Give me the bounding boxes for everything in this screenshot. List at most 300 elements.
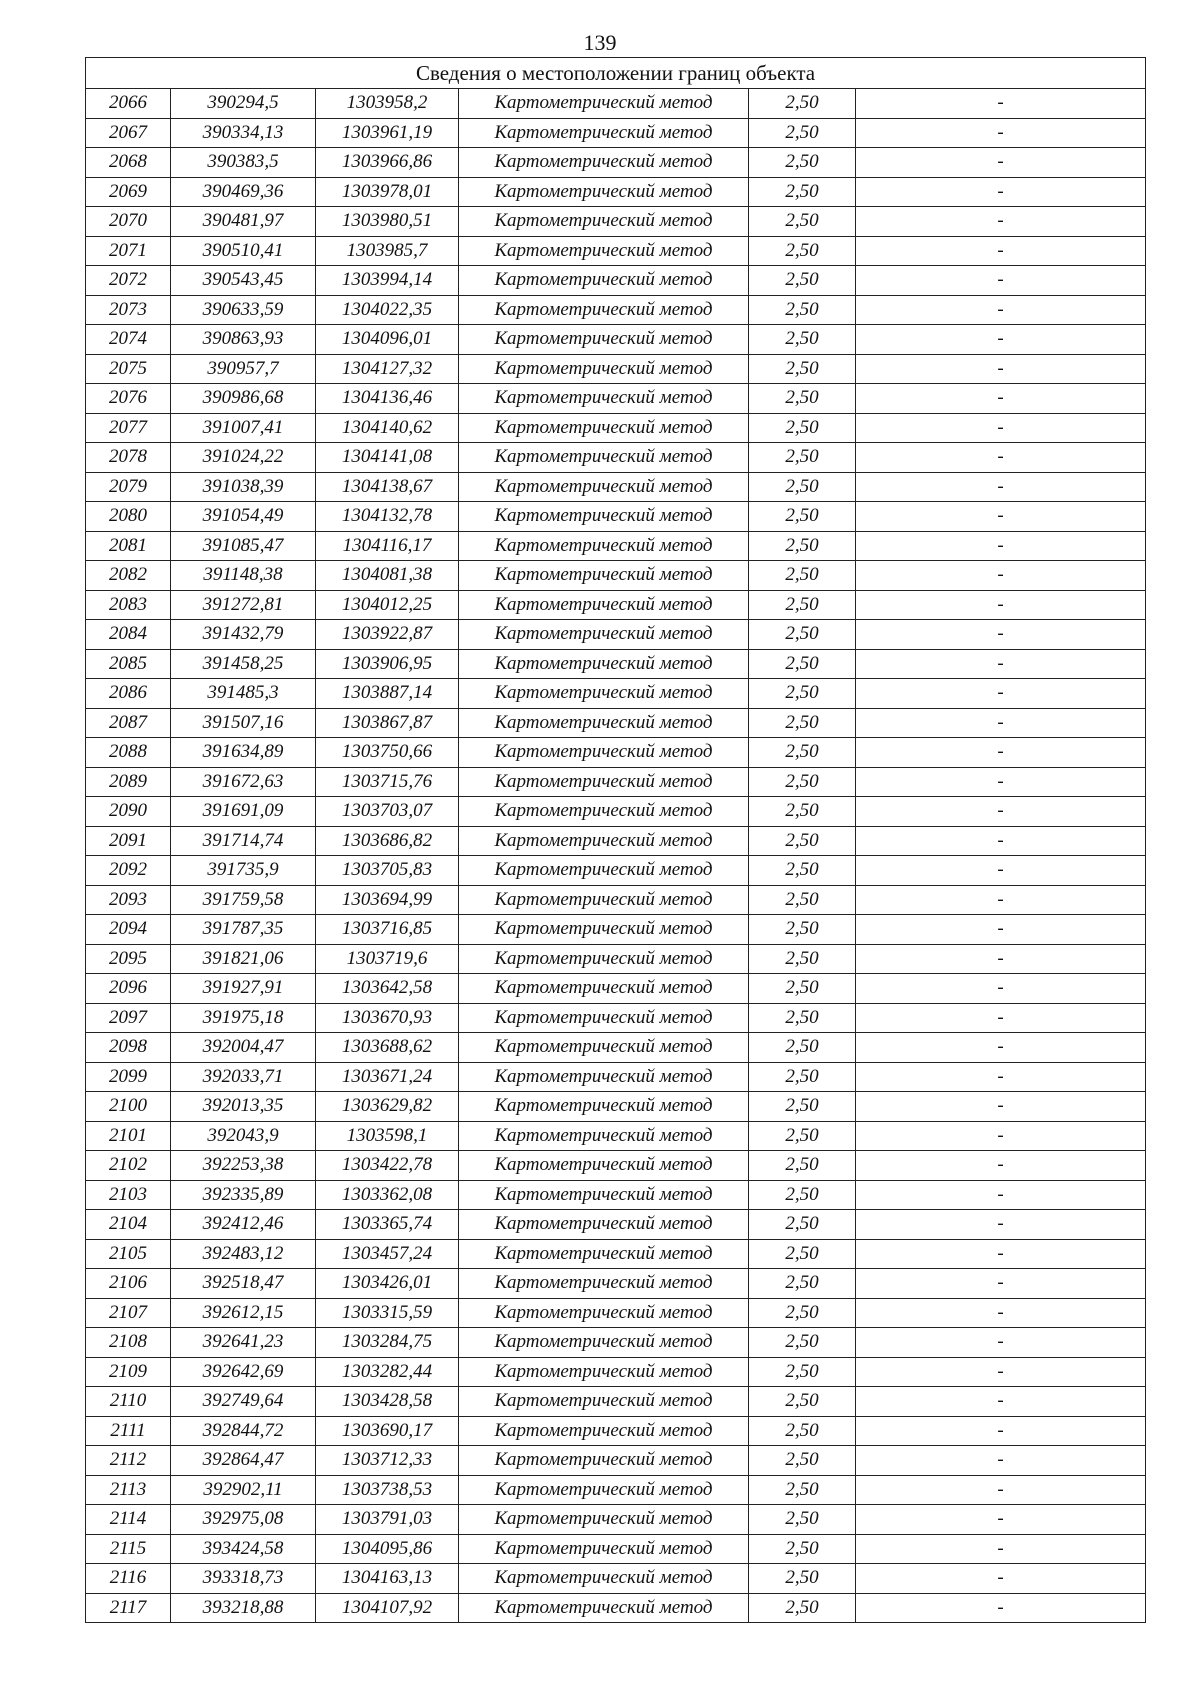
description-cell: -	[856, 944, 1146, 974]
table-row	[86, 885, 1146, 915]
point-number-cell: 2106	[86, 1269, 171, 1299]
table-title-row	[86, 58, 1146, 89]
coordinate-y-cell: 1303958,2	[316, 89, 459, 119]
coordinate-x-cell: 392749,64	[171, 1387, 316, 1417]
point-number-cell: 2077	[86, 413, 171, 443]
coordinate-x-cell: 392043,9	[171, 1121, 316, 1151]
coordinate-y-cell: 1303966,86	[316, 148, 459, 178]
coordinate-x-cell: 390986,68	[171, 384, 316, 414]
accuracy-cell: 2,50	[749, 1416, 856, 1446]
accuracy-cell: 2,50	[749, 1534, 856, 1564]
determination-method-cell: Картометрический метод	[459, 679, 749, 709]
accuracy-cell: 2,50	[749, 1269, 856, 1299]
coordinate-y-cell: 1303670,93	[316, 1003, 459, 1033]
coordinate-x-cell: 391975,18	[171, 1003, 316, 1033]
description-cell: -	[856, 767, 1146, 797]
description-cell: -	[856, 1564, 1146, 1594]
description-cell: -	[856, 531, 1146, 561]
table-row	[86, 1593, 1146, 1623]
coordinate-y-cell: 1304081,38	[316, 561, 459, 591]
description-cell: -	[856, 649, 1146, 679]
point-number-cell: 2081	[86, 531, 171, 561]
coordinate-x-cell: 391927,91	[171, 974, 316, 1004]
description-cell: -	[856, 295, 1146, 325]
determination-method-cell: Картометрический метод	[459, 1062, 749, 1092]
coordinate-x-cell: 392844,72	[171, 1416, 316, 1446]
table-row	[86, 1328, 1146, 1358]
description-cell: -	[856, 797, 1146, 827]
point-number-cell: 2073	[86, 295, 171, 325]
coordinate-y-cell: 1303284,75	[316, 1328, 459, 1358]
determination-method-cell: Картометрический метод	[459, 885, 749, 915]
coordinate-x-cell: 390633,59	[171, 295, 316, 325]
coordinate-y-cell: 1304127,32	[316, 354, 459, 384]
point-number-cell: 2071	[86, 236, 171, 266]
accuracy-cell: 2,50	[749, 1033, 856, 1063]
determination-method-cell: Картометрический метод	[459, 1357, 749, 1387]
determination-method-cell: Картометрический метод	[459, 1593, 749, 1623]
coordinate-y-cell: 1303315,59	[316, 1298, 459, 1328]
determination-method-cell: Картометрический метод	[459, 561, 749, 591]
accuracy-cell: 2,50	[749, 1357, 856, 1387]
point-number-cell: 2088	[86, 738, 171, 768]
accuracy-cell: 2,50	[749, 1151, 856, 1181]
table-row	[86, 177, 1146, 207]
coordinate-x-cell: 392253,38	[171, 1151, 316, 1181]
determination-method-cell: Картометрический метод	[459, 443, 749, 473]
description-cell: -	[856, 207, 1146, 237]
coordinate-x-cell: 390294,5	[171, 89, 316, 119]
table-row	[86, 502, 1146, 532]
point-number-cell: 2069	[86, 177, 171, 207]
table-row	[86, 1239, 1146, 1269]
table-row	[86, 443, 1146, 473]
coordinate-x-cell: 390469,36	[171, 177, 316, 207]
accuracy-cell: 2,50	[749, 1298, 856, 1328]
description-cell: -	[856, 1446, 1146, 1476]
coordinate-x-cell: 391714,74	[171, 826, 316, 856]
description-cell: -	[856, 1534, 1146, 1564]
coordinate-y-cell: 1303791,03	[316, 1505, 459, 1535]
accuracy-cell: 2,50	[749, 1210, 856, 1240]
coordinate-x-cell: 391672,63	[171, 767, 316, 797]
coordinate-x-cell: 392483,12	[171, 1239, 316, 1269]
description-cell: -	[856, 1151, 1146, 1181]
coordinate-y-cell: 1303688,62	[316, 1033, 459, 1063]
table-row	[86, 590, 1146, 620]
determination-method-cell: Картометрический метод	[459, 1564, 749, 1594]
description-cell: -	[856, 1328, 1146, 1358]
table-row	[86, 384, 1146, 414]
table-row	[86, 1564, 1146, 1594]
coordinate-x-cell: 392975,08	[171, 1505, 316, 1535]
accuracy-cell: 2,50	[749, 266, 856, 296]
coordinate-x-cell: 392641,23	[171, 1328, 316, 1358]
description-cell: -	[856, 177, 1146, 207]
table-row	[86, 1180, 1146, 1210]
coordinate-x-cell: 391007,41	[171, 413, 316, 443]
table-row	[86, 944, 1146, 974]
coordinate-y-cell: 1303961,19	[316, 118, 459, 148]
point-number-cell: 2101	[86, 1121, 171, 1151]
description-cell: -	[856, 1416, 1146, 1446]
table-row	[86, 148, 1146, 178]
description-cell: -	[856, 413, 1146, 443]
point-number-cell: 2090	[86, 797, 171, 827]
point-number-cell: 2107	[86, 1298, 171, 1328]
accuracy-cell: 2,50	[749, 118, 856, 148]
coordinate-x-cell: 390863,93	[171, 325, 316, 355]
determination-method-cell: Картометрический метод	[459, 826, 749, 856]
point-number-cell: 2066	[86, 89, 171, 119]
determination-method-cell: Картометрический метод	[459, 1446, 749, 1476]
determination-method-cell: Картометрический метод	[459, 1475, 749, 1505]
coordinate-y-cell: 1304138,67	[316, 472, 459, 502]
point-number-cell: 2102	[86, 1151, 171, 1181]
coordinate-x-cell: 392518,47	[171, 1269, 316, 1299]
accuracy-cell: 2,50	[749, 502, 856, 532]
description-cell: -	[856, 1180, 1146, 1210]
table-row	[86, 472, 1146, 502]
determination-method-cell: Картометрический метод	[459, 89, 749, 119]
description-cell: -	[856, 1298, 1146, 1328]
table-row	[86, 1446, 1146, 1476]
table-row	[86, 325, 1146, 355]
point-number-cell: 2093	[86, 885, 171, 915]
table-row	[86, 561, 1146, 591]
coordinate-y-cell: 1303426,01	[316, 1269, 459, 1299]
accuracy-cell: 2,50	[749, 1121, 856, 1151]
table-row	[86, 89, 1146, 119]
accuracy-cell: 2,50	[749, 1180, 856, 1210]
point-number-cell: 2075	[86, 354, 171, 384]
coordinate-x-cell: 393218,88	[171, 1593, 316, 1623]
coordinate-y-cell: 1303985,7	[316, 236, 459, 266]
coordinate-y-cell: 1304136,46	[316, 384, 459, 414]
coordinate-y-cell: 1303282,44	[316, 1357, 459, 1387]
accuracy-cell: 2,50	[749, 236, 856, 266]
coordinate-y-cell: 1303978,01	[316, 177, 459, 207]
description-cell: -	[856, 1092, 1146, 1122]
coordinate-x-cell: 391691,09	[171, 797, 316, 827]
accuracy-cell: 2,50	[749, 1593, 856, 1623]
accuracy-cell: 2,50	[749, 649, 856, 679]
point-number-cell: 2096	[86, 974, 171, 1004]
coordinate-y-cell: 1304012,25	[316, 590, 459, 620]
table-row	[86, 974, 1146, 1004]
description-cell: -	[856, 354, 1146, 384]
coordinate-y-cell: 1303906,95	[316, 649, 459, 679]
coordinate-y-cell: 1303705,83	[316, 856, 459, 886]
determination-method-cell: Картометрический метод	[459, 177, 749, 207]
determination-method-cell: Картометрический метод	[459, 1534, 749, 1564]
coordinate-x-cell: 392004,47	[171, 1033, 316, 1063]
description-cell: -	[856, 1593, 1146, 1623]
coordinate-y-cell: 1304132,78	[316, 502, 459, 532]
point-number-cell: 2097	[86, 1003, 171, 1033]
coordinate-x-cell: 391634,89	[171, 738, 316, 768]
point-number-cell: 2114	[86, 1505, 171, 1535]
description-cell: -	[856, 89, 1146, 119]
coordinate-x-cell: 390510,41	[171, 236, 316, 266]
accuracy-cell: 2,50	[749, 295, 856, 325]
accuracy-cell: 2,50	[749, 797, 856, 827]
point-number-cell: 2080	[86, 502, 171, 532]
description-cell: -	[856, 1269, 1146, 1299]
determination-method-cell: Картометрический метод	[459, 1003, 749, 1033]
table-row	[86, 1121, 1146, 1151]
determination-method-cell: Картометрический метод	[459, 325, 749, 355]
coordinate-y-cell: 1303887,14	[316, 679, 459, 709]
coordinate-y-cell: 1303629,82	[316, 1092, 459, 1122]
table-row	[86, 1505, 1146, 1535]
coordinate-y-cell: 1303686,82	[316, 826, 459, 856]
coordinate-x-cell: 393318,73	[171, 1564, 316, 1594]
point-number-cell: 2082	[86, 561, 171, 591]
description-cell: -	[856, 1475, 1146, 1505]
determination-method-cell: Картометрический метод	[459, 767, 749, 797]
determination-method-cell: Картометрический метод	[459, 1269, 749, 1299]
description-cell: -	[856, 325, 1146, 355]
coordinate-x-cell: 392902,11	[171, 1475, 316, 1505]
table-row	[86, 1298, 1146, 1328]
description-cell: -	[856, 974, 1146, 1004]
accuracy-cell: 2,50	[749, 1239, 856, 1269]
point-number-cell: 2095	[86, 944, 171, 974]
coordinate-y-cell: 1303703,07	[316, 797, 459, 827]
coordinate-x-cell: 392335,89	[171, 1180, 316, 1210]
point-number-cell: 2083	[86, 590, 171, 620]
accuracy-cell: 2,50	[749, 531, 856, 561]
determination-method-cell: Картометрический метод	[459, 1121, 749, 1151]
point-number-cell: 2084	[86, 620, 171, 650]
description-cell: -	[856, 236, 1146, 266]
determination-method-cell: Картометрический метод	[459, 295, 749, 325]
table-row	[86, 679, 1146, 709]
coordinate-x-cell: 390543,45	[171, 266, 316, 296]
point-number-cell: 2092	[86, 856, 171, 886]
determination-method-cell: Картометрический метод	[459, 1092, 749, 1122]
accuracy-cell: 2,50	[749, 561, 856, 591]
determination-method-cell: Картометрический метод	[459, 413, 749, 443]
coordinate-x-cell: 392412,46	[171, 1210, 316, 1240]
coordinate-x-cell: 391024,22	[171, 443, 316, 473]
coordinate-x-cell: 390383,5	[171, 148, 316, 178]
accuracy-cell: 2,50	[749, 89, 856, 119]
table-row	[86, 118, 1146, 148]
coordinate-y-cell: 1303712,33	[316, 1446, 459, 1476]
coordinate-y-cell: 1304116,17	[316, 531, 459, 561]
determination-method-cell: Картометрический метод	[459, 1151, 749, 1181]
coordinate-y-cell: 1304140,62	[316, 413, 459, 443]
table-row	[86, 531, 1146, 561]
point-number-cell: 2113	[86, 1475, 171, 1505]
table-row	[86, 620, 1146, 650]
table-row	[86, 1387, 1146, 1417]
coordinate-y-cell: 1303738,53	[316, 1475, 459, 1505]
coordinate-x-cell: 391507,16	[171, 708, 316, 738]
determination-method-cell: Картометрический метод	[459, 944, 749, 974]
determination-method-cell: Картометрический метод	[459, 207, 749, 237]
determination-method-cell: Картометрический метод	[459, 236, 749, 266]
point-number-cell: 2112	[86, 1446, 171, 1476]
coordinate-x-cell: 392033,71	[171, 1062, 316, 1092]
coordinate-y-cell: 1304163,13	[316, 1564, 459, 1594]
point-number-cell: 2068	[86, 148, 171, 178]
coordinate-y-cell: 1303457,24	[316, 1239, 459, 1269]
description-cell: -	[856, 856, 1146, 886]
accuracy-cell: 2,50	[749, 856, 856, 886]
accuracy-cell: 2,50	[749, 767, 856, 797]
point-number-cell: 2091	[86, 826, 171, 856]
coordinate-y-cell: 1304095,86	[316, 1534, 459, 1564]
point-number-cell: 2074	[86, 325, 171, 355]
table-row	[86, 295, 1146, 325]
table-body	[86, 58, 1146, 1623]
description-cell: -	[856, 1062, 1146, 1092]
coordinate-x-cell: 391787,35	[171, 915, 316, 945]
table-row	[86, 1534, 1146, 1564]
determination-method-cell: Картометрический метод	[459, 1387, 749, 1417]
coordinate-x-cell: 391821,06	[171, 944, 316, 974]
accuracy-cell: 2,50	[749, 1564, 856, 1594]
coordinate-x-cell: 393424,58	[171, 1534, 316, 1564]
accuracy-cell: 2,50	[749, 708, 856, 738]
point-number-cell: 2076	[86, 384, 171, 414]
coordinate-y-cell: 1303980,51	[316, 207, 459, 237]
determination-method-cell: Картометрический метод	[459, 649, 749, 679]
determination-method-cell: Картометрический метод	[459, 531, 749, 561]
accuracy-cell: 2,50	[749, 1062, 856, 1092]
determination-method-cell: Картометрический метод	[459, 1328, 749, 1358]
point-number-cell: 2070	[86, 207, 171, 237]
determination-method-cell: Картометрический метод	[459, 1505, 749, 1535]
table-row	[86, 738, 1146, 768]
determination-method-cell: Картометрический метод	[459, 472, 749, 502]
coordinate-x-cell: 392864,47	[171, 1446, 316, 1476]
description-cell: -	[856, 1210, 1146, 1240]
point-number-cell: 2110	[86, 1387, 171, 1417]
determination-method-cell: Картометрический метод	[459, 354, 749, 384]
accuracy-cell: 2,50	[749, 1092, 856, 1122]
description-cell: -	[856, 620, 1146, 650]
table-row	[86, 413, 1146, 443]
coordinate-x-cell: 392612,15	[171, 1298, 316, 1328]
accuracy-cell: 2,50	[749, 325, 856, 355]
accuracy-cell: 2,50	[749, 413, 856, 443]
accuracy-cell: 2,50	[749, 885, 856, 915]
coordinate-x-cell: 391735,9	[171, 856, 316, 886]
point-number-cell: 2079	[86, 472, 171, 502]
description-cell: -	[856, 708, 1146, 738]
accuracy-cell: 2,50	[749, 472, 856, 502]
coordinate-x-cell: 392642,69	[171, 1357, 316, 1387]
description-cell: -	[856, 1003, 1146, 1033]
coordinate-y-cell: 1303365,74	[316, 1210, 459, 1240]
accuracy-cell: 2,50	[749, 1505, 856, 1535]
coordinate-y-cell: 1303715,76	[316, 767, 459, 797]
point-number-cell: 2094	[86, 915, 171, 945]
determination-method-cell: Картометрический метод	[459, 118, 749, 148]
point-number-cell: 2086	[86, 679, 171, 709]
table-row	[86, 354, 1146, 384]
determination-method-cell: Картометрический метод	[459, 1033, 749, 1063]
coordinate-y-cell: 1303671,24	[316, 1062, 459, 1092]
determination-method-cell: Картометрический метод	[459, 384, 749, 414]
determination-method-cell: Картометрический метод	[459, 915, 749, 945]
table-row	[86, 266, 1146, 296]
coordinate-x-cell: 390481,97	[171, 207, 316, 237]
description-cell: -	[856, 118, 1146, 148]
determination-method-cell: Картометрический метод	[459, 266, 749, 296]
determination-method-cell: Картометрический метод	[459, 1239, 749, 1269]
point-number-cell: 2087	[86, 708, 171, 738]
description-cell: -	[856, 561, 1146, 591]
coordinate-y-cell: 1303362,08	[316, 1180, 459, 1210]
point-number-cell: 2099	[86, 1062, 171, 1092]
description-cell: -	[856, 502, 1146, 532]
coordinate-y-cell: 1303422,78	[316, 1151, 459, 1181]
coordinate-y-cell: 1303598,1	[316, 1121, 459, 1151]
coordinate-x-cell: 391458,25	[171, 649, 316, 679]
point-number-cell: 2116	[86, 1564, 171, 1594]
table-row	[86, 1210, 1146, 1240]
point-number-cell: 2103	[86, 1180, 171, 1210]
accuracy-cell: 2,50	[749, 1003, 856, 1033]
determination-method-cell: Картометрический метод	[459, 708, 749, 738]
description-cell: -	[856, 1505, 1146, 1535]
coordinate-y-cell: 1303922,87	[316, 620, 459, 650]
description-cell: -	[856, 738, 1146, 768]
determination-method-cell: Картометрический метод	[459, 148, 749, 178]
determination-method-cell: Картометрический метод	[459, 620, 749, 650]
coordinate-x-cell: 390334,13	[171, 118, 316, 148]
description-cell: -	[856, 826, 1146, 856]
accuracy-cell: 2,50	[749, 1387, 856, 1417]
description-cell: -	[856, 590, 1146, 620]
determination-method-cell: Картометрический метод	[459, 1210, 749, 1240]
table-row	[86, 1033, 1146, 1063]
accuracy-cell: 2,50	[749, 826, 856, 856]
coordinate-y-cell: 1303750,66	[316, 738, 459, 768]
description-cell: -	[856, 679, 1146, 709]
point-number-cell: 2108	[86, 1328, 171, 1358]
accuracy-cell: 2,50	[749, 620, 856, 650]
coordinate-y-cell: 1304141,08	[316, 443, 459, 473]
point-number-cell: 2067	[86, 118, 171, 148]
accuracy-cell: 2,50	[749, 590, 856, 620]
description-cell: -	[856, 148, 1146, 178]
coordinate-x-cell: 391148,38	[171, 561, 316, 591]
coordinate-y-cell: 1303694,99	[316, 885, 459, 915]
coordinate-y-cell: 1304022,35	[316, 295, 459, 325]
point-number-cell: 2072	[86, 266, 171, 296]
coordinate-x-cell: 391054,49	[171, 502, 316, 532]
determination-method-cell: Картометрический метод	[459, 974, 749, 1004]
description-cell: -	[856, 1387, 1146, 1417]
coordinate-y-cell: 1303690,17	[316, 1416, 459, 1446]
table-row	[86, 1269, 1146, 1299]
accuracy-cell: 2,50	[749, 443, 856, 473]
coordinate-x-cell: 391272,81	[171, 590, 316, 620]
table-title: Сведения о местоположении границ объекта	[86, 58, 1146, 89]
description-cell: -	[856, 443, 1146, 473]
accuracy-cell: 2,50	[749, 148, 856, 178]
table-row	[86, 1092, 1146, 1122]
boundary-coordinates-table	[85, 57, 1146, 1623]
page-number: 139	[583, 30, 617, 55]
determination-method-cell: Картометрический метод	[459, 797, 749, 827]
